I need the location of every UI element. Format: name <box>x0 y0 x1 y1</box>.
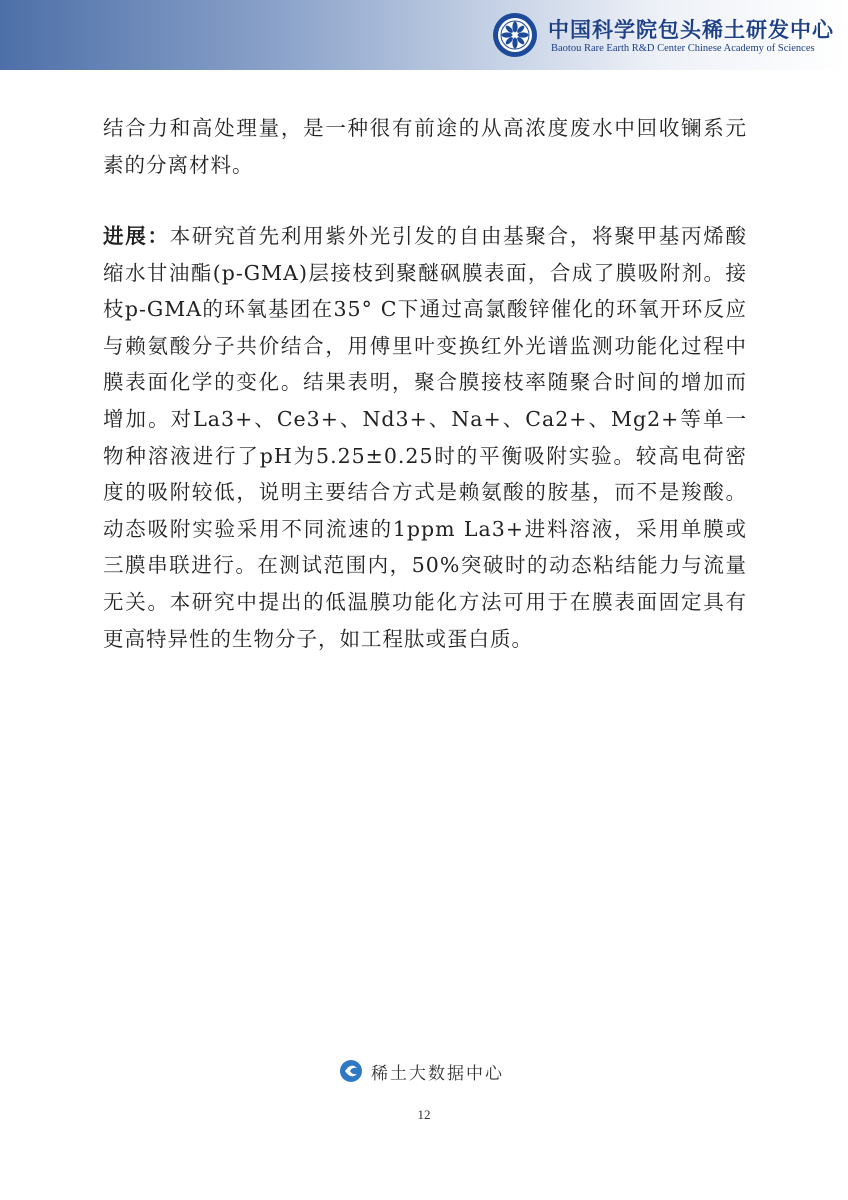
paragraph-progress <box>103 218 747 657</box>
page-number: 12 <box>417 1107 431 1122</box>
page-header <box>0 0 848 70</box>
footer-brand: 稀土大数据中心 <box>371 1064 504 1084</box>
progress-label: 进展： <box>103 224 170 248</box>
data-center-logo-icon <box>339 1059 363 1083</box>
org-name-english: Baotou Rare Earth R&D Center Chinese Academy of Sciences <box>551 43 815 54</box>
progress-text: 本研究首先利用紫外光引发的自由基聚合，将聚甲基丙烯酸缩水甘油酯(p-GMA)层接枝到聚醚砜膜表面，合成了膜吸附剂。接枝p-GMA的环氧基团在35° C下通过高氯酸锌催化的环氧开环反应与赖氨酸分子共价结合，用傅里叶变换红外光谱监测功能化过程中膜表面化学的变化。结果表明，聚合膜接枝率随聚合时间的增加而增加。对La3+、Ce3+、Nd3+、Na+、Ca2+、Mg2+等单一物种溶液进行了pH为5.25±0.25时的平衡吸附实验。较高电荷密度的吸附较低，说明主要结合方式是赖氨酸的胺基，而不是羧酸。动态吸附实验采用不同流速的1ppm La3+进料溶液，采用单膜或三膜串联进行。在测试范围内，50%突破时的动态粘结能力与流量无关。本研究中提出的低温膜功能化方法可用于在膜表面固定具有更高特异性的生物分子，如工程肽或蛋白质。 <box>103 224 748 651</box>
org-name-chinese: 中国科学院包头稀土研发中心 <box>548 17 834 42</box>
cas-logo-icon <box>492 12 538 58</box>
paragraph-intro: 结合力和高处理量，是一种很有前途的从高浓度废水中回收镧系元素的分离材料。 <box>103 116 747 177</box>
